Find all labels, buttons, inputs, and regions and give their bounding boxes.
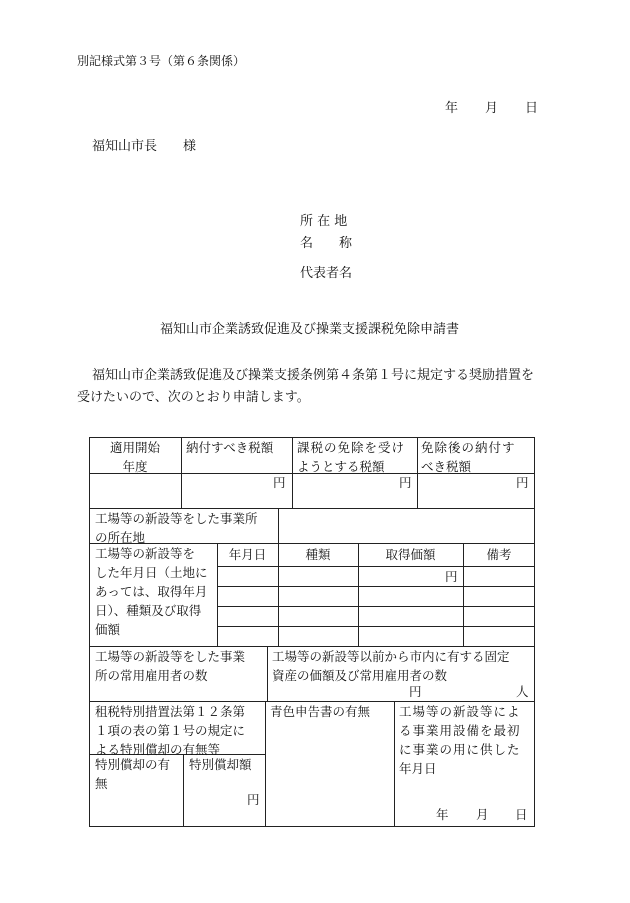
first-use-label-line: 工場等の新設等によ [399, 704, 521, 719]
after-exemption-header-line1: 免除後の納付す [421, 440, 516, 455]
representative-label: 代表者名 [300, 266, 353, 281]
acq-type-header: 種類 [305, 547, 331, 562]
special-depr-yesno-line2: 無 [95, 776, 108, 791]
first-use-year: 年 [436, 807, 449, 822]
special-depr-label-line: よる特別償却の有無等 [95, 742, 221, 757]
date-day: 日 [525, 101, 539, 116]
special-depr-label-line: １項の表の第１号の規定に [95, 723, 246, 738]
yen-unit: 円 [445, 569, 458, 584]
special-depr-amount-label: 特別償却額 [189, 757, 252, 772]
facility-location-line2: の所在地 [95, 530, 146, 545]
person-unit: 人 [516, 684, 529, 699]
exemption-header [297, 438, 405, 476]
body-text-line1: 福知山市企業誘致促進及び操業支援条例第４条第１号に規定する奨励措置を [92, 368, 535, 383]
special-depr-yesno-line1: 特別償却の有 [95, 757, 171, 772]
name-label: 名 称 [300, 236, 353, 251]
location-label: 所 在 地 [300, 214, 348, 229]
acquisition-label [95, 544, 208, 639]
first-use-label-line: る事業用設備を最初 [399, 723, 521, 738]
page-title: 福知山市企業誘致促進及び操業支援課税免除申請書 [160, 322, 460, 337]
tax-due-header: 納付すべき税額 [186, 440, 274, 455]
employees-label [95, 647, 245, 685]
after-exemption-header-line2: べき税額 [421, 459, 472, 474]
first-use-label-line: 年月日 [399, 761, 437, 776]
acquisition-label-line: 日）、種類及び取得 [95, 603, 202, 618]
prior-assets-label-line1: 工場等の新設等以前から市内に有する固定 [272, 649, 510, 664]
acq-note-header: 備考 [486, 547, 512, 562]
acquisition-label-line: あっては、取得年月 [95, 584, 208, 599]
form-number: 別記様式第３号（第６条関係） [77, 54, 246, 68]
first-use-month: 月 [476, 807, 489, 822]
start-year-header-line2: 年度 [122, 459, 148, 474]
prior-assets-label [272, 647, 510, 685]
special-depr-label-line: 租税特別措置法第１２条第 [95, 704, 246, 719]
facility-location-line1: 工場等の新設等をした事業所 [95, 511, 258, 526]
employees-label-line1: 工場等の新設等をした事業 [95, 649, 246, 664]
date-month: 月 [485, 101, 499, 116]
exemption-header-line1: 課税の免除を受け [297, 440, 406, 455]
yen-unit: 円 [399, 475, 412, 490]
first-use-label [399, 702, 521, 778]
body-text-line2: 受けたいので、次のとおり申請します。 [77, 390, 310, 405]
acq-date-header: 年月日 [228, 547, 267, 562]
yen-unit: 円 [273, 475, 286, 490]
acquisition-label-line: 工場等の新設等を [95, 546, 196, 561]
facility-location-label [95, 509, 258, 547]
yen-unit: 円 [516, 475, 529, 490]
yen-unit: 円 [247, 792, 260, 807]
addressee: 福知山市長 様 [92, 139, 197, 154]
prior-assets-label-line2: 資産の価額及び常用雇用者の数 [272, 668, 448, 683]
special-depr-label [95, 702, 245, 759]
start-year-header-line1: 適用開始 [109, 440, 160, 455]
yen-unit: 円 [409, 684, 422, 699]
acquisition-label-line: した年月日（土地に [95, 565, 208, 580]
date-year: 年 [445, 101, 459, 116]
after-exemption-header [421, 438, 516, 476]
first-use-day: 日 [515, 807, 528, 822]
acq-price-header: 取得価額 [385, 547, 436, 562]
acquisition-label-line: 価額 [95, 622, 121, 637]
first-use-label-line: に事業の用に供した [399, 742, 521, 757]
blue-return-label: 青色申告書の有無 [270, 704, 371, 719]
employees-label-line2: 所の常用雇用者の数 [95, 668, 208, 683]
special-depr-yesno-label [95, 755, 170, 793]
exemption-header-line2: ようとする税額 [297, 459, 385, 474]
start-year-header [89, 438, 181, 476]
